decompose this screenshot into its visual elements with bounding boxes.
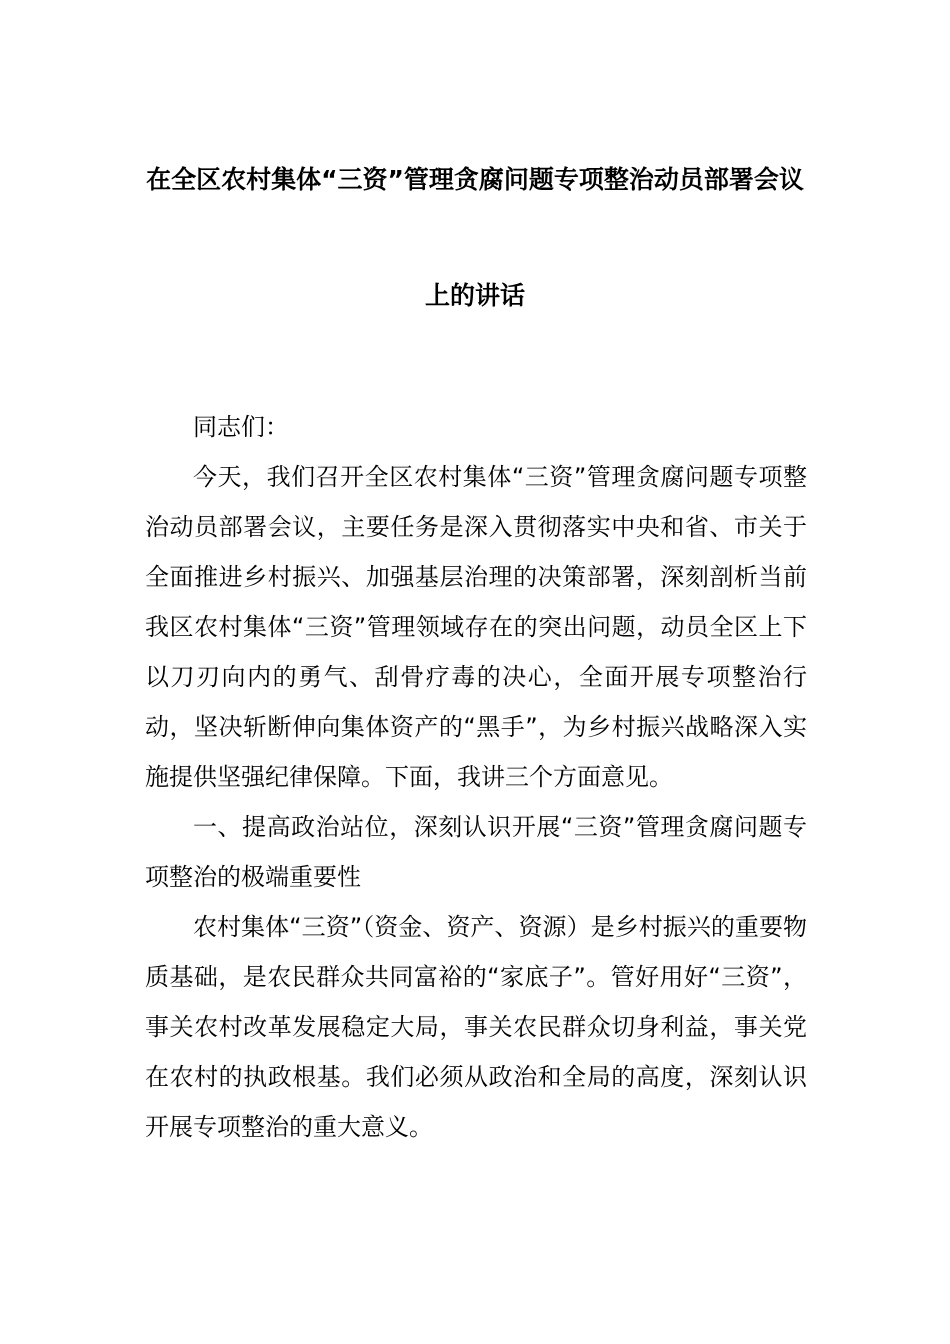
paragraph-section-1: 农村集体“三资”（资金、资产、资源）是乡村振兴的重要物质基础，是农民群众共同富裕的“家底子”。管好用好“三资”，事关农村改革发展稳定大局，事关农民群众切身利益，事关党在农村的执政根基。我们必须从政治和全局的高度，深刻认识开展专项整治的重大意义。 bbox=[145, 913, 807, 1141]
section-heading-1: 一、提高政治站位，深刻认识开展“三资”管理贪腐问题专项整治的极端重要性 bbox=[145, 813, 807, 891]
document-body bbox=[145, 402, 807, 1152]
document-title-line-2: 上的讲话 bbox=[424, 281, 525, 310]
paragraph-intro: 今天，我们召开全区农村集体“三资”管理贪腐问题专项整治动员部署会议，主要任务是深入贯彻落实中央和省、市关于全面推进乡村振兴、加强基层治理的决策部署，深刻剖析当前我区农村集体“三资”管理领域存在的突出问题，动员全区上下以刀刃向内的勇气、刮骨疗毒的决心，全面开展专项整治行动，坚决斩断伸向集体资产的“黑手”，为乡村振兴战略深入实施提供坚强纪律保障。下面，我讲三个方面意见。 bbox=[145, 463, 807, 791]
salutation: 同志们： bbox=[193, 413, 289, 441]
document-title-line-1: 在全区农村集体“三资”管理贪腐问题专项整治动员部署会议 bbox=[146, 165, 804, 194]
